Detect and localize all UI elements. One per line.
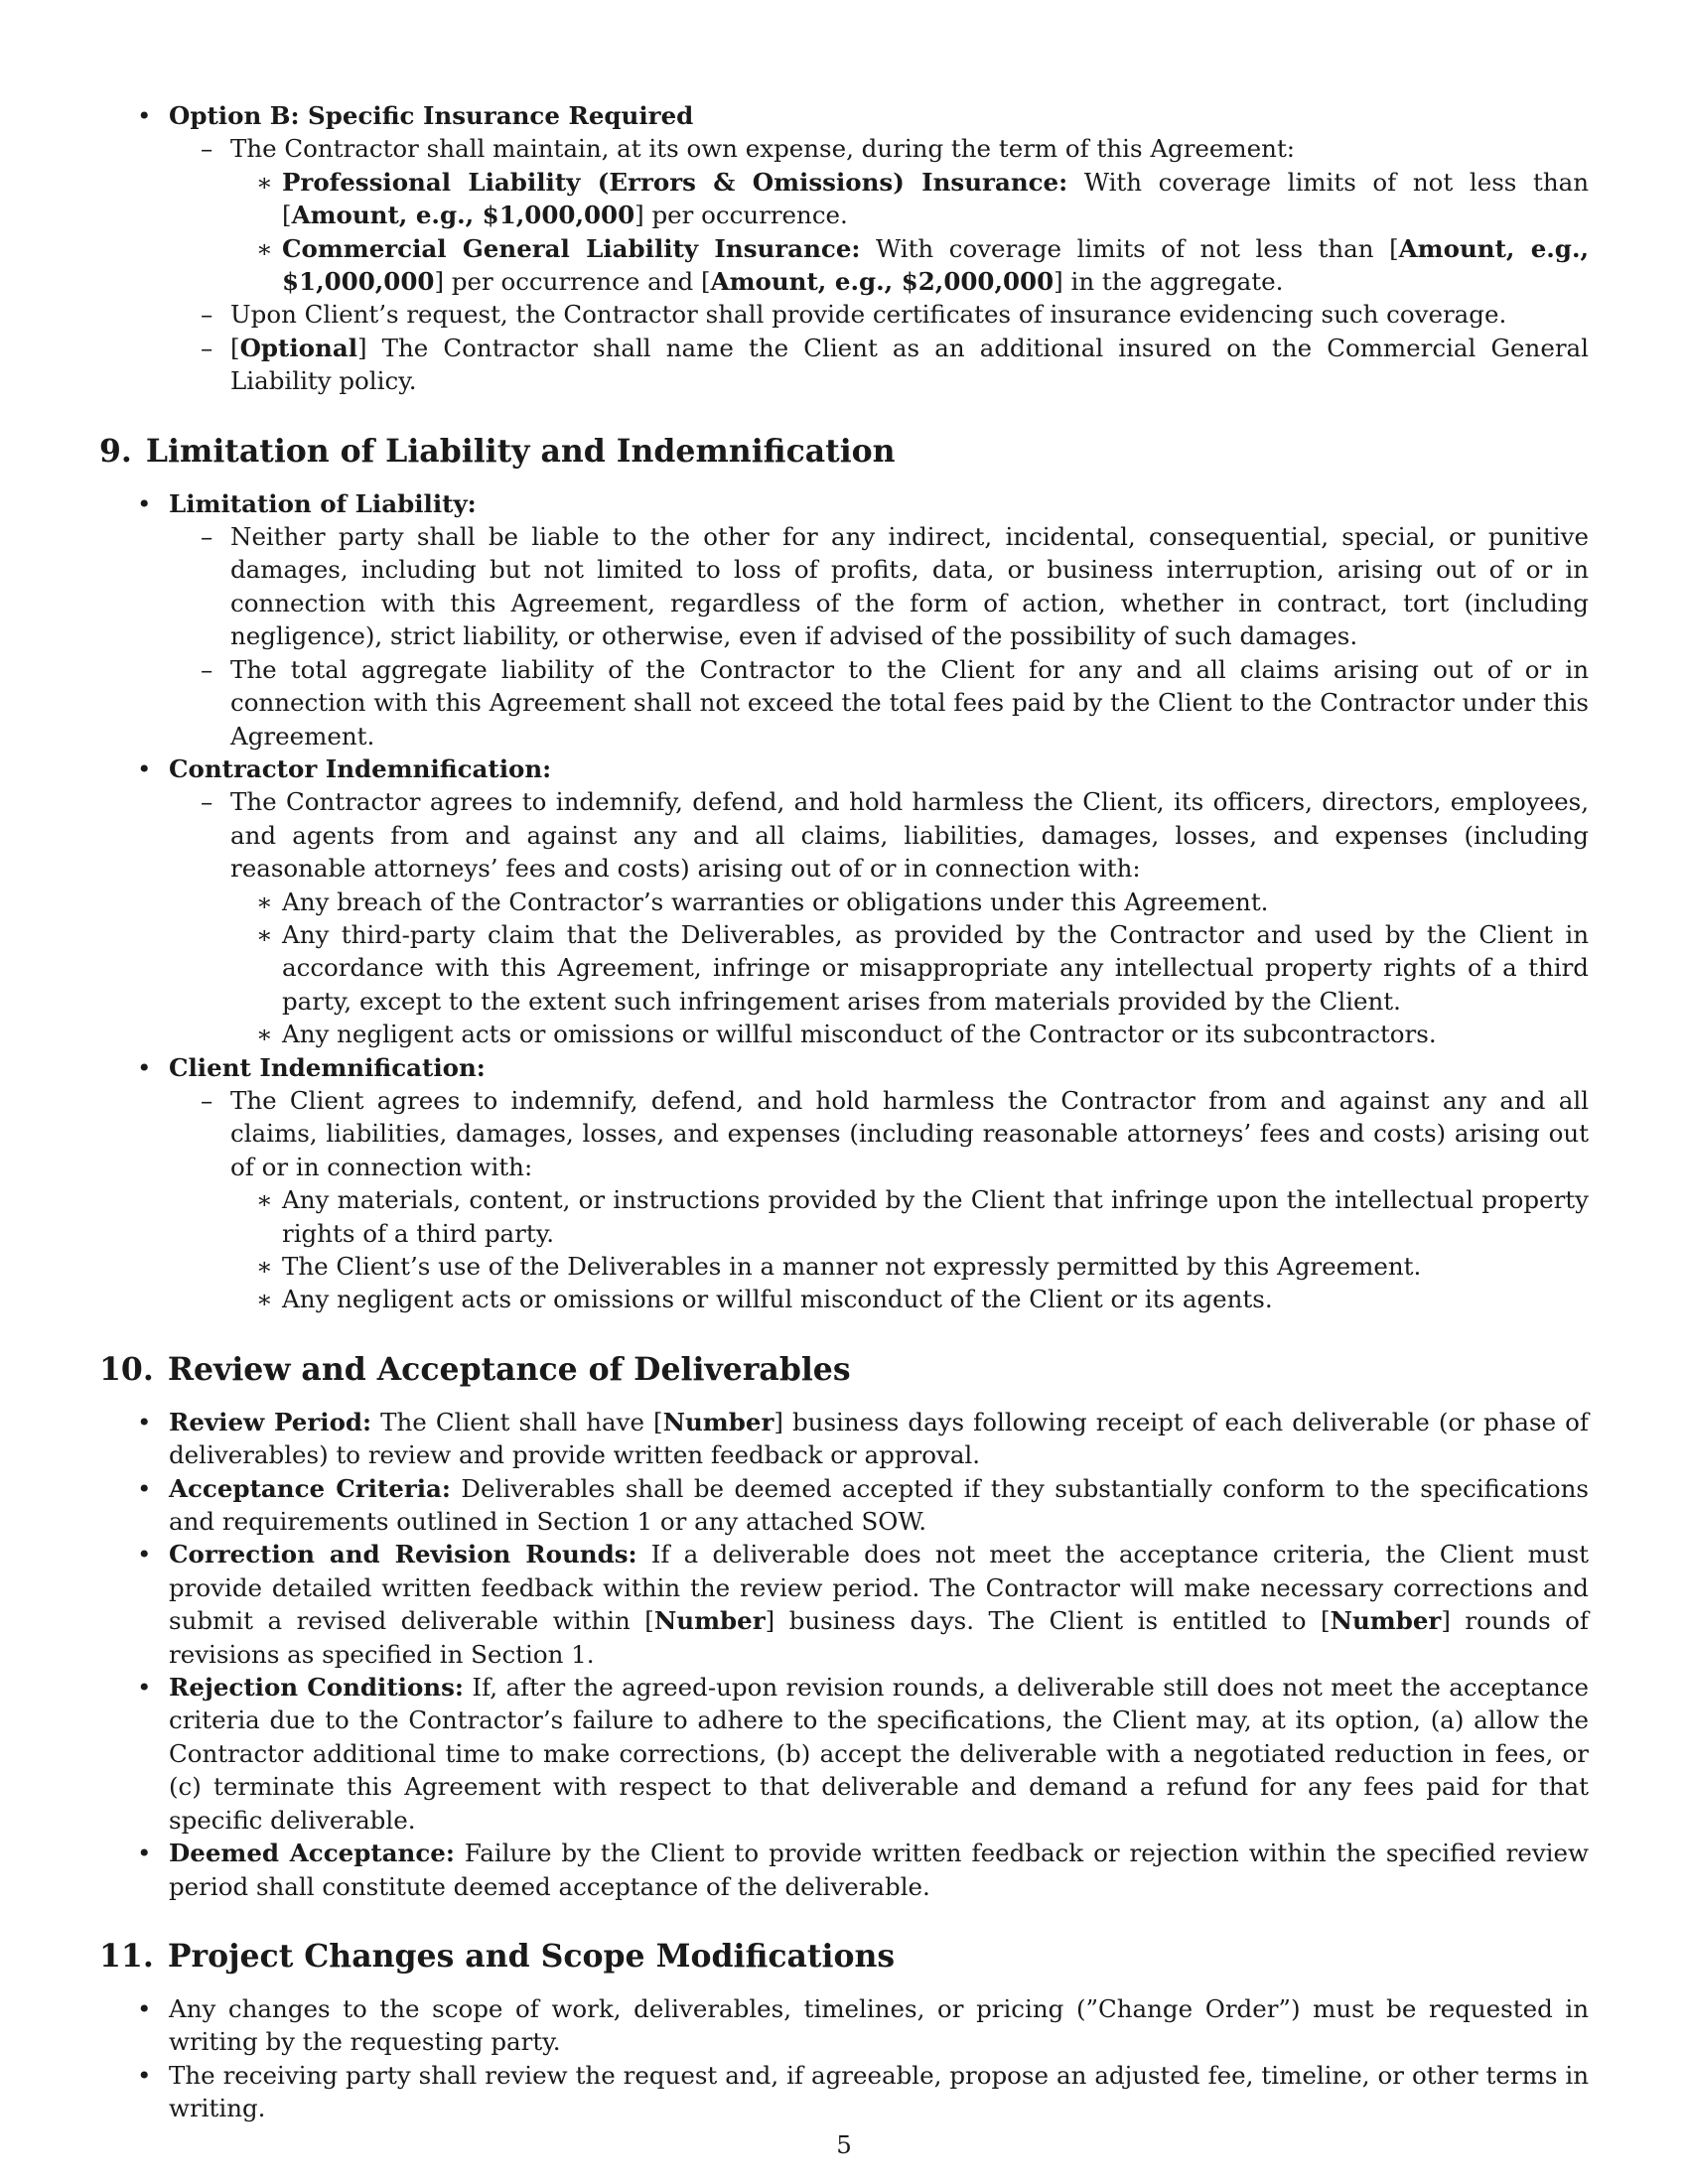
option-b-list (99, 99, 1589, 398)
section-11-title: Project Changes and Scope Modifications (167, 1937, 896, 1975)
commercial-liability-text-end: ] in the aggregate. (1054, 267, 1284, 297)
contractor-indemnification-intro (169, 785, 1589, 1050)
contractor-indemnification-sublist (169, 785, 1589, 1050)
option-b-title: Option B: Specific Insurance Required (169, 101, 694, 130)
section-9-list (99, 487, 1589, 1316)
limitation-clause (169, 520, 1589, 653)
contractor-indemnification-case (230, 1018, 1589, 1050)
review-period-item (99, 1406, 1589, 1472)
limitation-of-liability-item (99, 487, 1589, 752)
limitation-sublist (169, 520, 1589, 752)
page-number: 5 (836, 2130, 852, 2159)
client-indemnification-case (230, 1283, 1589, 1315)
section-9-heading (99, 432, 1589, 472)
case-text: Any materials, content, or instructions provided by the Client that infringe upon the intellectual property rights of a third party. (282, 1185, 1589, 1248)
rejection-conditions-text: If, after the agreed-upon revision rounds, a deliverable still does not meet the acceptance criteria due to the Contractor’s failure to adhere to the specifications, the Client may, at its option, (a) allow the Contractor additional time to make corrections, (b) accept the deliverable with a negotiated reduction in fees, or (c) terminate this Agreement with respect to that deliverable and demand a refund for any fees paid for that specific deliverable. (169, 1673, 1589, 1835)
correction-days-number: Number (653, 1606, 766, 1636)
section-11-number: 11. (99, 1937, 154, 1975)
limitation-of-liability-label: Limitation of Liability: (169, 488, 477, 518)
certificates-text: Upon Client’s request, the Contractor shall provide certificates of insurance evidencing such coverage. (230, 300, 1507, 330)
section-9-number: 9. (99, 432, 132, 470)
insurance-types-list (230, 166, 1589, 299)
client-indemnification-case (230, 1183, 1589, 1250)
review-period-number: Number (662, 1407, 774, 1436)
deemed-acceptance-label: Deemed Acceptance: (169, 1839, 455, 1868)
correction-revision-item (99, 1538, 1589, 1671)
professional-liability-amount: Amount, e.g., $1,000,000 (291, 201, 635, 230)
review-period-label: Review Period: (169, 1407, 372, 1436)
client-indemnification-label: Client Indemnification: (169, 1052, 486, 1082)
correction-revision-text-end: ] rounds of revisions as specified in Section 1. (169, 1606, 1589, 1669)
client-indemnification-item (99, 1051, 1589, 1316)
contractor-indemnification-label: Contractor Indemnification: (169, 753, 552, 783)
case-text: Any third-party claim that the Deliverables, as provided by the Contractor and used by the Client in accordance with this Agreement, infringe or misappropriate any intellectual property rights of a third party, except to the extent such infringement arises from materials provided by the Client. (282, 919, 1589, 1016)
case-text: The Client’s use of the Deliverables in a manner not expressly permitted by this Agreement. (282, 1252, 1422, 1281)
change-order-text: Any changes to the scope of work, deliverables, timelines, or pricing (”Change Order”) must be requested in writing by the requesting party. (169, 1993, 1589, 2057)
optional-label: Optional (239, 333, 357, 362)
correction-revision-text: If a deliverable does not meet the acceptance criteria, the Client must provide detailed written feedback within the review period. The Contractor will make necessary corrections and submit a revised deliverable within [ (169, 1540, 1589, 1636)
insurance-maintain-text: The Contractor shall maintain, at its own expense, during the term of this Agreement: (230, 134, 1296, 164)
contractor-indemnification-case (230, 918, 1589, 1018)
change-review-item (99, 2059, 1589, 2125)
contractor-indemnification-case (230, 886, 1589, 918)
limitation-clause (169, 653, 1589, 752)
limitation-clause-text: The total aggregate liability of the Contractor to the Client for any and all claims arising out of or in connection with this Agreement shall not exceed the total fees paid by the Client to the Contractor under this Agreement. (230, 654, 1589, 751)
change-order-item (99, 1992, 1589, 2059)
contractor-indemnification-cases (230, 886, 1589, 1051)
insurance-maintain-item (169, 132, 1589, 298)
rejection-conditions-label: Rejection Conditions: (169, 1673, 464, 1703)
client-indemnification-cases (230, 1183, 1589, 1316)
revision-rounds-number: Number (1330, 1606, 1442, 1636)
document-page (99, 99, 1589, 2125)
case-text: Any breach of the Contractor’s warranties or obligations under this Agreement. (282, 887, 1269, 916)
professional-liability-item (230, 166, 1589, 232)
commercial-liability-text: With coverage limits of not less than [ (860, 233, 1399, 263)
rejection-conditions-item (99, 1671, 1589, 1837)
contractor-indemnification-intro-text: The Contractor agrees to indemnify, defend, and hold harmless the Client, its officers, directors, employees, and agents from and against any and all claims, liabilities, damages, losses, and expenses (including reasonable attorneys’ fees and costs) arising out of or in connection with: (230, 787, 1589, 884)
review-period-text: The Client shall have [ (371, 1407, 663, 1436)
client-indemnification-case (230, 1250, 1589, 1283)
commercial-liability-label: Commercial General Liability Insurance: (282, 233, 861, 263)
section-11-heading (99, 1937, 1589, 1977)
section-10-list (99, 1406, 1589, 1903)
contractor-indemnification-item (99, 752, 1589, 1051)
review-period-text-end: ] business days following receipt of each deliverable (or phase of deliverables) to review and provide written feedback or approval. (169, 1407, 1589, 1470)
professional-liability-text: With coverage limits of not less than [ (282, 167, 1589, 230)
optional-insured-item (169, 332, 1589, 398)
client-indemnification-sublist (169, 1084, 1589, 1316)
case-text: Any negligent acts or omissions or willful misconduct of the Client or its agents. (282, 1285, 1273, 1314)
commercial-liability-amount-occurrence: Amount, e.g., $1,000,000 (282, 233, 1590, 297)
section-10-number: 10. (99, 1350, 154, 1388)
professional-liability-label: Professional Liability (Errors & Omissions) Insurance: (282, 167, 1068, 197)
correction-revision-text-mid: ] business days. The Client is entitled to [ (765, 1606, 1331, 1636)
option-b-sublist (169, 132, 1589, 397)
acceptance-criteria-text: Deliverables shall be deemed accepted if they substantially conform to the specifications and requirements outlined in Section 1 or any attached SOW. (169, 1473, 1589, 1537)
change-review-text: The receiving party shall review the request and, if agreeable, propose an adjusted fee, timeline, or other terms in writing. (169, 2060, 1589, 2123)
client-indemnification-intro-text: The Client agrees to indemnify, defend, and hold harmless the Contractor from and against any and all claims, liabilities, damages, losses, and expenses (including reasonable attorneys’ fees and costs) arising out of or in connection with: (230, 1085, 1589, 1181)
commercial-liability-text-mid: ] per occurrence and [ (434, 267, 711, 297)
section-10-heading (99, 1350, 1589, 1390)
certificates-item (169, 298, 1589, 331)
case-text: Any negligent acts or omissions or willful misconduct of the Contractor or its subcontractors. (282, 1020, 1437, 1049)
correction-revision-label: Correction and Revision Rounds: (169, 1540, 637, 1570)
optional-bracket-open: [ (230, 333, 240, 362)
acceptance-criteria-item (99, 1472, 1589, 1539)
acceptance-criteria-label: Acceptance Criteria: (169, 1473, 451, 1503)
optional-insured-text: ] The Contractor shall name the Client as an additional insured on the Commercial General Liability policy. (230, 333, 1589, 396)
client-indemnification-intro (169, 1084, 1589, 1316)
limitation-clause-text: Neither party shall be liable to the other for any indirect, incidental, consequential, special, or punitive damages, including but not limited to loss of profits, data, or business interruption, arising out of or in connection with this Agreement, regardless of the form of action, whether in contract, tort (including negligence), strict liability, or otherwise, even if advised of the possibility of such damages. (230, 522, 1589, 651)
option-b-item (99, 99, 1589, 398)
section-10-title: Review and Acceptance of Deliverables (167, 1350, 851, 1388)
section-11-list (99, 1992, 1589, 2125)
commercial-liability-item (230, 232, 1589, 299)
section-9-title: Limitation of Liability and Indemnification (145, 432, 896, 470)
deemed-acceptance-text: Failure by the Client to provide written feedback or rejection within the specified review period shall constitute deemed acceptance of the deliverable. (169, 1839, 1589, 1901)
commercial-liability-amount-aggregate: Amount, e.g., $2,000,000 (710, 267, 1055, 297)
professional-liability-text-end: ] per occurrence. (634, 201, 848, 230)
deemed-acceptance-item (99, 1837, 1589, 1903)
